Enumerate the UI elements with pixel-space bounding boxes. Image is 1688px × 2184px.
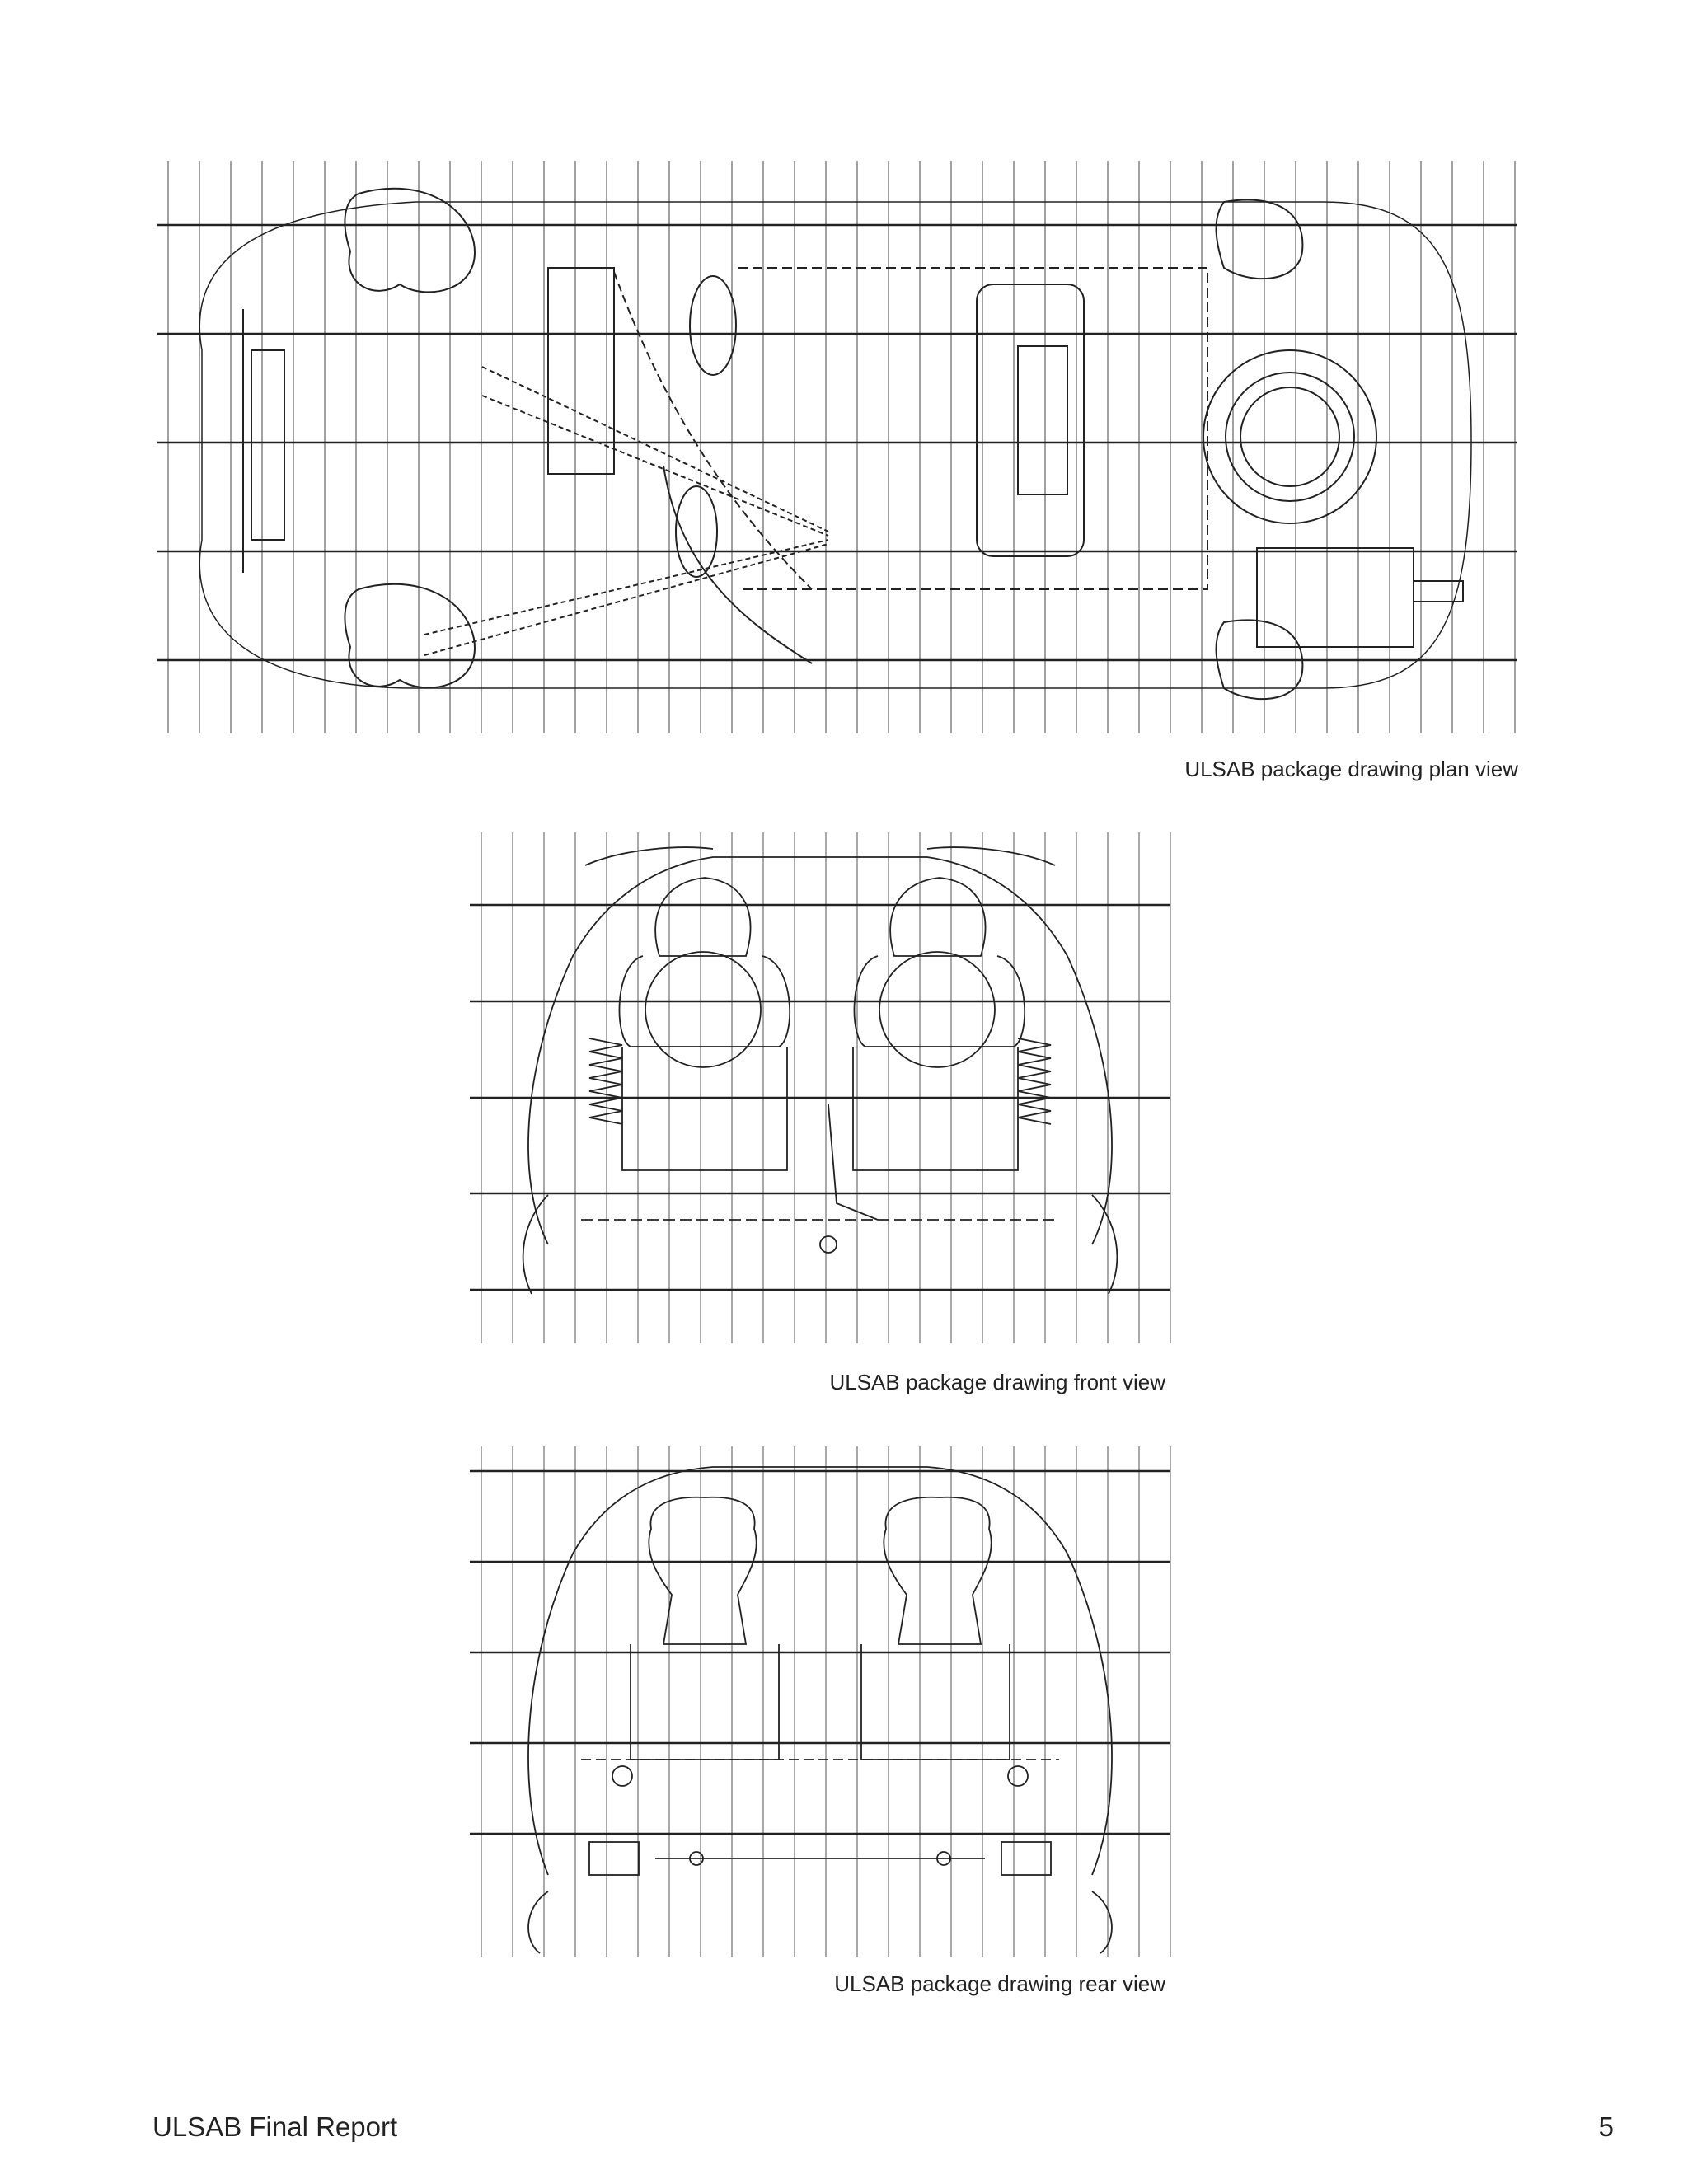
plan-body-outline [199, 189, 1471, 699]
plan-view-drawing [152, 161, 1521, 733]
rear-view-drawing [466, 1446, 1175, 1957]
rear-body-outline [528, 1467, 1112, 1953]
front-view-svg [466, 832, 1175, 1343]
rear-view-caption: ULSAB package drawing rear view [834, 1971, 1165, 1996]
front-view-caption: ULSAB package drawing front view [829, 1370, 1165, 1394]
rear-view-svg [466, 1446, 1175, 1957]
front-body-outline [523, 847, 1118, 1294]
footer-page-number: 5 [1598, 2111, 1614, 2142]
plan-view-svg [152, 161, 1521, 733]
front-grid [481, 832, 1170, 1343]
plan-view-caption: ULSAB package drawing plan view [1184, 757, 1518, 781]
rear-grid [481, 1446, 1170, 1957]
footer-report-title: ULSAB Final Report [152, 2111, 398, 2142]
front-view-drawing [466, 832, 1175, 1343]
plan-horizontal-datums [157, 225, 1517, 660]
